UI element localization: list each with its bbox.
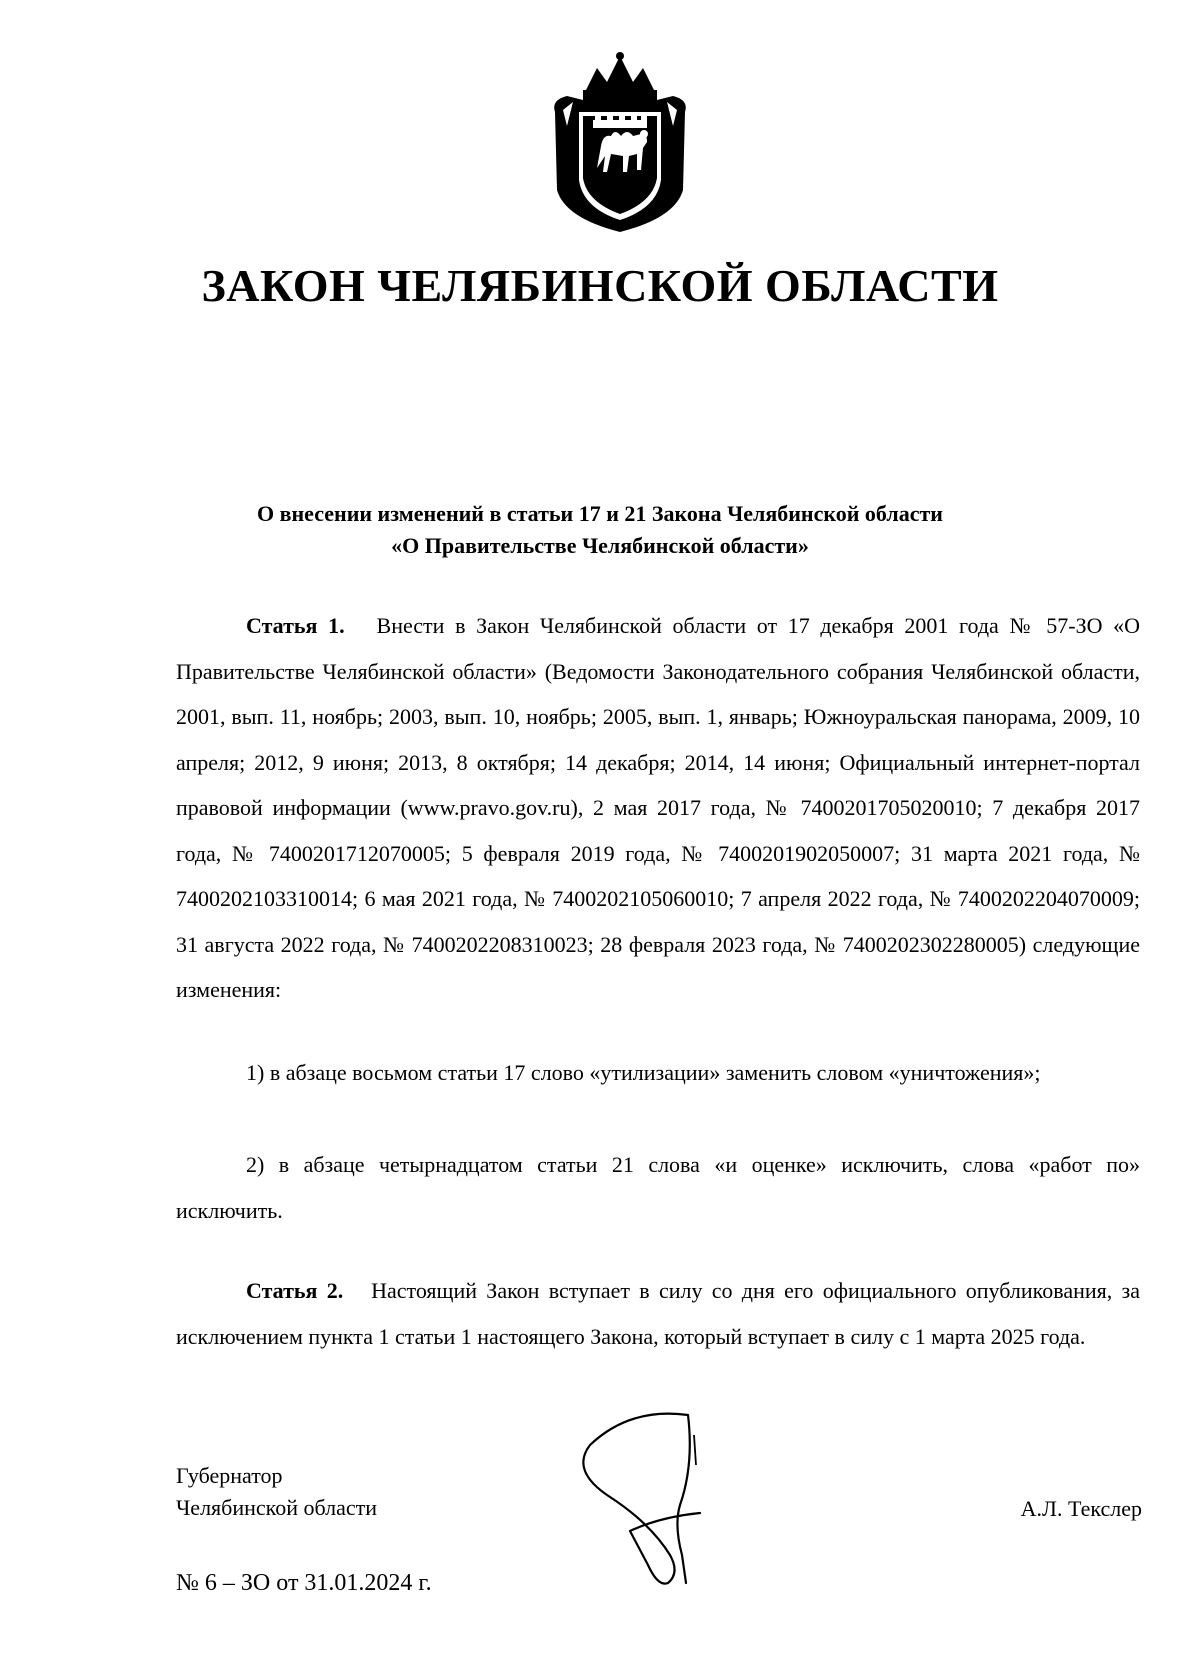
position-line-1: Губернатор [176, 1463, 283, 1488]
article-1-text: Внести в Закон Челябинской области от 17 декабря 2001 года № 57-ЗО «О Правительстве Челябинской области» (Ведомости Законодательного собрания Челябинской области, 2001, вып. 11, ноябрь; 2003, вып. 10, ноябрь; 2005, вып. 1, январь; Южноуральская панорама, 2009, 10 апреля; 2012, 9 июня; 2013, 8 октября; 14 декабря; 2014, 14 июня; Официальный интернет-портал правовой информации (www.pravo.gov.ru), 2 мая 2017 года, № 7400201705020010; 7 декабря 2017 года, № 7400201712070005; 5 февраля 2019 года, № 7400201902050007; 31 марта 2021 года, № 7400202103310014; 6 мая 2021 года, № 7400202105060010; 7 апреля 2022 года, № 7400202204070009; 31 августа 2022 года, № 7400202208310023; 28 февраля 2023 года, № 7400202302280005) следующие изменения: [176, 613, 1141, 1002]
article-2-text: Настоящий Закон вступает в силу со дня его официального опубликования, за исключением пункта 1 статьи 1 настоящего Закона, который вступает в силу с 1 марта 2025 года. [176, 1278, 1140, 1349]
article-1-item-1 [176, 1050, 1140, 1096]
coat-of-arms-emblem [545, 50, 695, 240]
article-2 [176, 1268, 1140, 1359]
document-number-date: № 6 – ЗО от 31.01.2024 г. [176, 1570, 432, 1596]
article-2-label: Статья 2. [246, 1278, 344, 1303]
subject-line-2: «О Правительстве Челябинской области» [391, 533, 809, 558]
signatory-name: А.Л. Текслер [1020, 1496, 1142, 1521]
article-1-label: Статья 1. [246, 613, 345, 638]
position-line-2: Челябинской области [176, 1495, 378, 1520]
law-subject [0, 498, 1200, 562]
article-1-item-2 [176, 1142, 1140, 1233]
signatory-position [176, 1460, 377, 1524]
item-1-text: 1) в абзаце восьмом статьи 17 слово «утилизации» заменить словом «уничтожения»; [246, 1060, 1041, 1085]
handwritten-signature [570, 1405, 740, 1595]
article-1 [176, 603, 1140, 1013]
law-title: ЗАКОН ЧЕЛЯБИНСКОЙ ОБЛАСТИ [201, 260, 999, 311]
item-2-text: 2) в абзаце четырнадцатом статьи 21 слова «и оценке» исключить, слова «работ по» исключить. [176, 1152, 1140, 1223]
subject-line-1: О внесении изменений в статьи 17 и 21 Закона Челябинской области [257, 501, 943, 526]
